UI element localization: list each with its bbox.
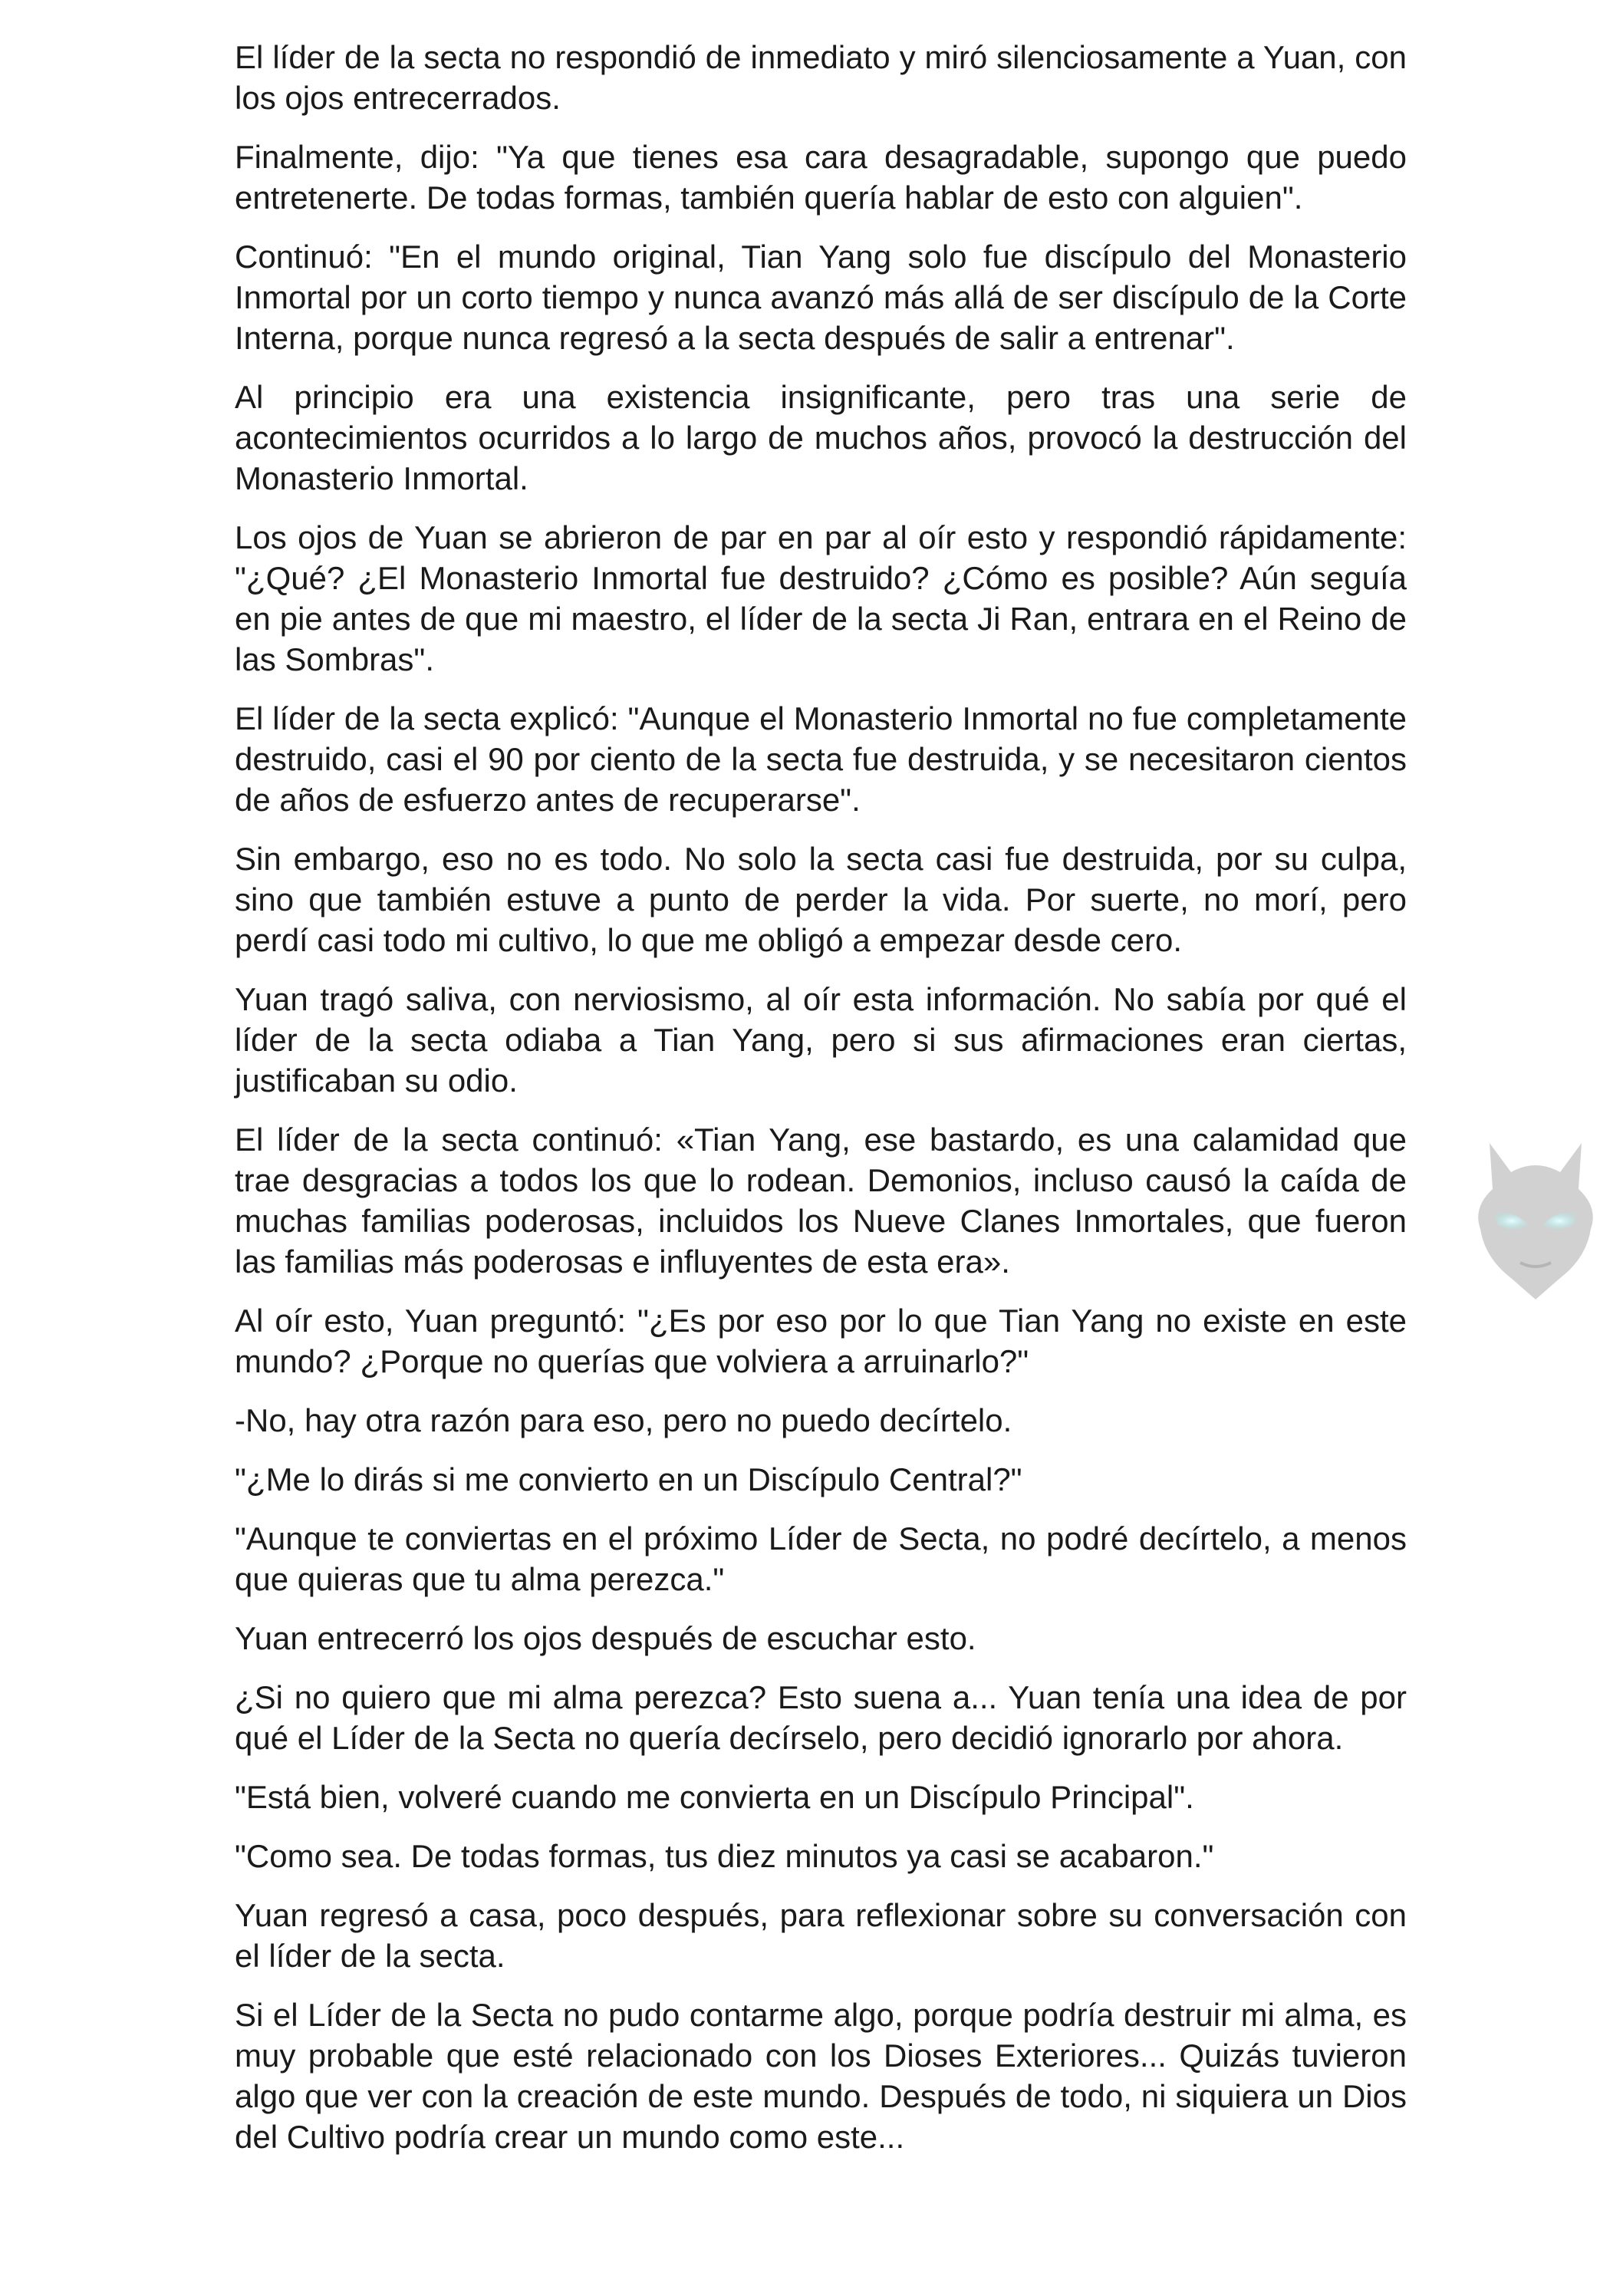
paragraph: "¿Me lo dirás si me convierto en un Discípulo Central?" [235, 1461, 1022, 1497]
paragraph: -No, hay otra razón para eso, pero no puedo decírtelo. [235, 1402, 1012, 1438]
paragraph: Si el Líder de la Secta no pudo contarme algo, porque podría destruir mi alma, es muy probable que esté relacionado con los Dioses Exteriores... Quizás tuvieron algo que ver con la creación de este mundo. Después de todo, ni siquiera un Dios del Cultivo podría crear un mundo como este... [235, 1997, 1407, 2155]
document-body [235, 37, 1407, 2176]
paragraph: Yuan regresó a casa, poco después, para reflexionar sobre su conversación con el líder de la secta. [235, 1897, 1407, 1974]
paragraph: Los ojos de Yuan se abrieron de par en par al oír esto y respondió rápidamente: "¿Qué? ¿El Monasterio Inmortal fue destruido? ¿Cómo es posible? Aún seguía en pie antes de que mi maestro, el líder de la secta Ji Ran, entrara en el Reino de las Sombras". [235, 519, 1407, 677]
paragraph: ¿Si no quiero que mi alma perezca? Esto suena a... Yuan tenía una idea de por qué el Líder de la Secta no quería decírselo, pero decidió ignorarlo por ahora. [235, 1679, 1407, 1756]
paragraph: El líder de la secta no respondió de inmediato y miró silenciosamente a Yuan, con los ojos entrecerrados. [235, 39, 1407, 116]
paragraph: Continuó: "En el mundo original, Tian Yang solo fue discípulo del Monasterio Inmortal por un corto tiempo y nunca avanzó más allá de ser discípulo de la Corte Interna, porque nunca regresó a la secta después de salir a entrenar". [235, 239, 1407, 356]
paragraph: Finalmente, dijo: "Ya que tienes esa cara desagradable, supongo que puedo entretenerte. De todas formas, también quería hablar de esto con alguien". [235, 139, 1407, 216]
paragraph: "Aunque te conviertas en el próximo Líder de Secta, no podré decírtelo, a menos que quieras que tu alma perezca." [235, 1520, 1407, 1597]
paragraph: "Como sea. De todas formas, tus diez minutos ya casi se acabaron." [235, 1838, 1214, 1874]
paragraph: El líder de la secta continuó: «Tian Yang, ese bastardo, es una calamidad que trae desgracias a todos los que lo rodean. Demonios, incluso causó la caída de muchas familias poderosas, incluidos los Nueve Clanes Inmortales, que fueron las familias más poderosas e influyentes de esta era». [235, 1122, 1407, 1280]
paragraph: Al principio era una existencia insignificante, pero tras una serie de acontecimientos ocurridos a lo largo de muchos años, provocó la destrucción del Monasterio Inmortal. [235, 379, 1407, 496]
paragraph: Sin embargo, eso no es todo. No solo la secta casi fue destruida, por su culpa, sino que también estuve a punto de perder la vida. Por suerte, no morí, pero perdí casi todo mi cultivo, lo que me obligó a empezar desde cero. [235, 841, 1407, 958]
paragraph: Yuan entrecerró los ojos después de escuchar esto. [235, 1620, 976, 1656]
paragraph: El líder de la secta explicó: "Aunque el Monasterio Inmortal no fue completamente destruido, casi el 90 por ciento de la secta fue destruida, y se necesitaron cientos de años de esfuerzo antes de recuperarse". [235, 700, 1407, 818]
paragraph: Yuan tragó saliva, con nerviosismo, al oír esta información. No sabía por qué el líder de la secta odiaba a Tian Yang, pero si sus afirmaciones eran ciertas, justificaban su odio. [235, 981, 1407, 1099]
paragraph: Al oír esto, Yuan preguntó: "¿Es por eso por lo que Tian Yang no existe en este mundo? ¿Porque no querías que volviera a arruinarlo?" [235, 1303, 1407, 1379]
demon-head-icon [1467, 1128, 1605, 1304]
paragraph: "Está bien, volveré cuando me convierta en un Discípulo Principal". [235, 1779, 1194, 1815]
